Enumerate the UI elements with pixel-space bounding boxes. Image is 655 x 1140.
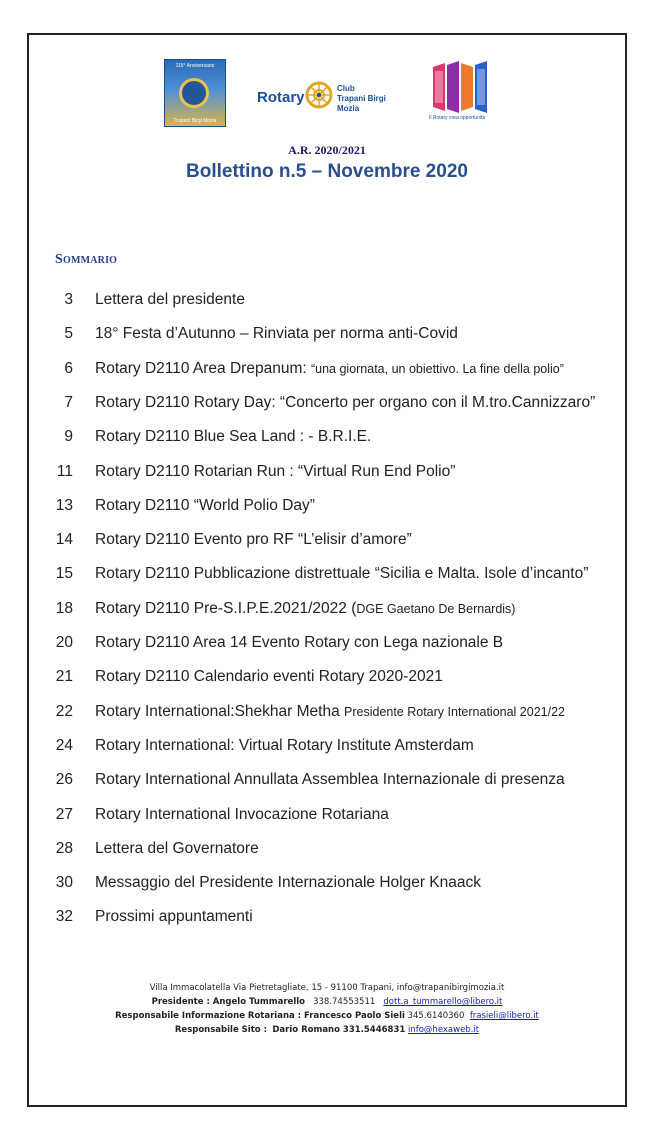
toc-row: [29, 668, 625, 690]
anniversary-logo-bottom-text: Trapani Birgi Mozia: [173, 118, 217, 124]
toc-page-number: 3: [64, 291, 73, 308]
sito-email-link[interactable]: info@hexaweb.it: [407, 1025, 480, 1035]
toc-row: [29, 806, 625, 828]
footer-info: [29, 1009, 625, 1023]
toc-entry-text: [95, 908, 253, 926]
toc-row: [29, 737, 625, 759]
opportunity-logo: [429, 59, 489, 125]
toc-entry-title: 18° Festa d’Autunno – Rinviata per norma anti-Covid: [95, 325, 458, 343]
toc-entry-text: [95, 325, 458, 343]
header-logos: [29, 55, 625, 155]
toc-row: [29, 565, 625, 587]
toc-page-number: 9: [64, 428, 73, 446]
toc-entry-title: Messaggio del Presidente Internazionale Holger Knaack: [95, 874, 482, 892]
toc-entry-title: Rotary D2110 Area 14 Evento Rotary con Lega nazionale B: [95, 634, 504, 651]
toc-entry-text: [95, 668, 443, 686]
club-label: Club: [337, 84, 355, 93]
toc-entry-text: [95, 565, 588, 583]
toc-page-number: 32: [55, 908, 73, 926]
toc-entry-title: Rotary D2110 Calendario eventi Rotary 2020-2021: [95, 668, 443, 686]
presidente-phone: 338.74553511: [313, 997, 376, 1007]
toc-page-number: 5: [64, 325, 73, 343]
doors-icon: [429, 59, 489, 115]
footer-address: Villa Immacolatella Via Pietretagliate, 15 - 91100 Trapani, info@trapanibirgimozia.it: [149, 983, 505, 993]
toc-entry-text: [95, 291, 245, 309]
toc-entry-text: [95, 600, 515, 618]
page-title: Bollettino n.5 – Novembre 2020: [186, 161, 468, 182]
bulletin-page: [27, 33, 627, 1107]
toc-entry-subtitle: “una giornata, un obiettivo. La fine della polio”: [310, 361, 564, 376]
footer-presidente: [29, 995, 625, 1009]
toc-page-number: 24: [55, 736, 73, 754]
footer: [29, 981, 625, 1037]
anniversary-logo: [164, 59, 226, 127]
toc-entry-title: Rotary D2110 “World Polio Day”: [95, 496, 315, 514]
rotary-wheel-icon: [305, 81, 333, 109]
toc-page-number: 13: [55, 496, 73, 514]
toc-entry-text: [95, 840, 259, 858]
toc-entry-title: Rotary D2110 Evento pro RF “L’elisir d’amore”: [95, 531, 412, 549]
toc-entry-title: Rotary D2110 Blue Sea Land : - B.R.I.E.: [95, 428, 372, 446]
toc-entry-text: [95, 737, 474, 755]
toc-page-number: 21: [55, 668, 73, 686]
summary-heading: Sommario: [55, 252, 118, 267]
toc-page-number: 6: [64, 359, 73, 377]
opportunity-caption: Il Rotary crea opportunità: [429, 115, 486, 121]
info-email-link[interactable]: frasieli@libero.it: [469, 1011, 539, 1021]
toc-entry-title: Rotary International Invocazione Rotariana: [95, 805, 389, 823]
toc-entry-title: Rotary D2110 Pre-S.I.P.E.2021/2022 (: [95, 599, 357, 617]
toc-entry-title: Lettera del Governatore: [95, 839, 259, 857]
anniversary-logo-top-text: 115° Anniversario: [175, 63, 215, 69]
toc-entry-subtitle: Presidente Rotary International 2021/22: [344, 704, 565, 719]
toc-entry-text: [95, 771, 565, 789]
toc-entry-text: [95, 806, 389, 824]
rotary-year: A.R. 2020/2021: [288, 143, 366, 157]
toc-entry-text: [95, 703, 565, 721]
toc-row: [29, 291, 625, 313]
rotary-club-logo: [257, 79, 407, 119]
toc-row: [29, 360, 625, 382]
rotary-wheel-icon: [179, 78, 209, 108]
toc-row: [29, 394, 625, 416]
toc-entry-title: Rotary D2110 Area Drepanum:: [95, 359, 311, 377]
toc-row: [29, 874, 625, 896]
toc-entry-title: Rotary D2110 Rotarian Run : “Virtual Run End Polio”: [95, 462, 456, 480]
toc-page-number: 18: [55, 599, 73, 617]
club-city: Trapani Birgi Mozia: [337, 94, 386, 113]
toc-entry-title: Lettera del presidente: [95, 291, 245, 308]
toc-entry-text: [95, 360, 564, 378]
info-label: Responsabile Informazione Rotariana : Francesco Paolo Sieli: [115, 1011, 405, 1021]
toc-row: [29, 908, 625, 930]
toc-row: [29, 497, 625, 519]
club-name: [337, 84, 407, 114]
footer-sito: [29, 1023, 625, 1037]
toc-entry-text: [95, 531, 412, 549]
info-phone: 345.6140360: [407, 1011, 465, 1021]
toc-page-number: 20: [55, 634, 73, 651]
toc-row: [29, 600, 625, 622]
sito-label: Responsabile Sito :: [174, 1025, 267, 1035]
toc-entry-title: Rotary International Annullata Assemblea Internazionale di presenza: [95, 771, 565, 789]
toc-page-number: 15: [55, 565, 73, 583]
presidente-email-link[interactable]: dott.a_tummarello@libero.it: [383, 997, 503, 1007]
toc-entry-text: [95, 874, 481, 892]
toc-entry-title: Rotary D2110 Pubblicazione distrettuale “Sicilia e Malta. Isole d’incanto”: [95, 565, 589, 583]
toc-page-number: 14: [55, 531, 73, 549]
toc-page-number: 28: [55, 839, 73, 857]
toc-page-number: 11: [56, 462, 73, 480]
toc-entry-subtitle: DGE Gaetano De Bernardis): [356, 601, 516, 616]
toc-row: [29, 703, 625, 725]
toc-page-number: 22: [55, 702, 73, 720]
toc-row: [29, 634, 625, 656]
toc-entry-title: Rotary International: Virtual Rotary Institute Amsterdam: [95, 736, 474, 754]
toc-entry-text: [95, 428, 371, 446]
toc-row: [29, 531, 625, 553]
toc-entry-title: Rotary D2110 Rotary Day: “Concerto per organo con il M.tro.Cannizzaro”: [95, 393, 596, 411]
toc-row: [29, 428, 625, 450]
toc-row: [29, 771, 625, 793]
toc-page-number: 30: [55, 874, 73, 892]
toc-entry-text: [95, 394, 595, 412]
sito-name-phone: Dario Romano 331.5446831: [272, 1025, 406, 1035]
presidente-label: Presidente : Angelo Tummarello: [151, 997, 305, 1007]
toc-page-number: 27: [55, 805, 73, 823]
toc-entry-text: [95, 497, 315, 515]
rotary-wordmark: Rotary: [257, 89, 305, 106]
toc-entry-title: Prossimi appuntamenti: [95, 908, 253, 926]
toc-row: [29, 325, 625, 347]
toc-page-number: 26: [55, 771, 73, 789]
toc-row: [29, 463, 625, 485]
toc-entry-text: [95, 463, 455, 481]
toc-entry-title: Rotary International:Shekhar Metha: [95, 702, 344, 720]
toc-entry-text: [95, 634, 503, 652]
toc-row: [29, 840, 625, 862]
toc-page-number: 7: [64, 393, 73, 411]
